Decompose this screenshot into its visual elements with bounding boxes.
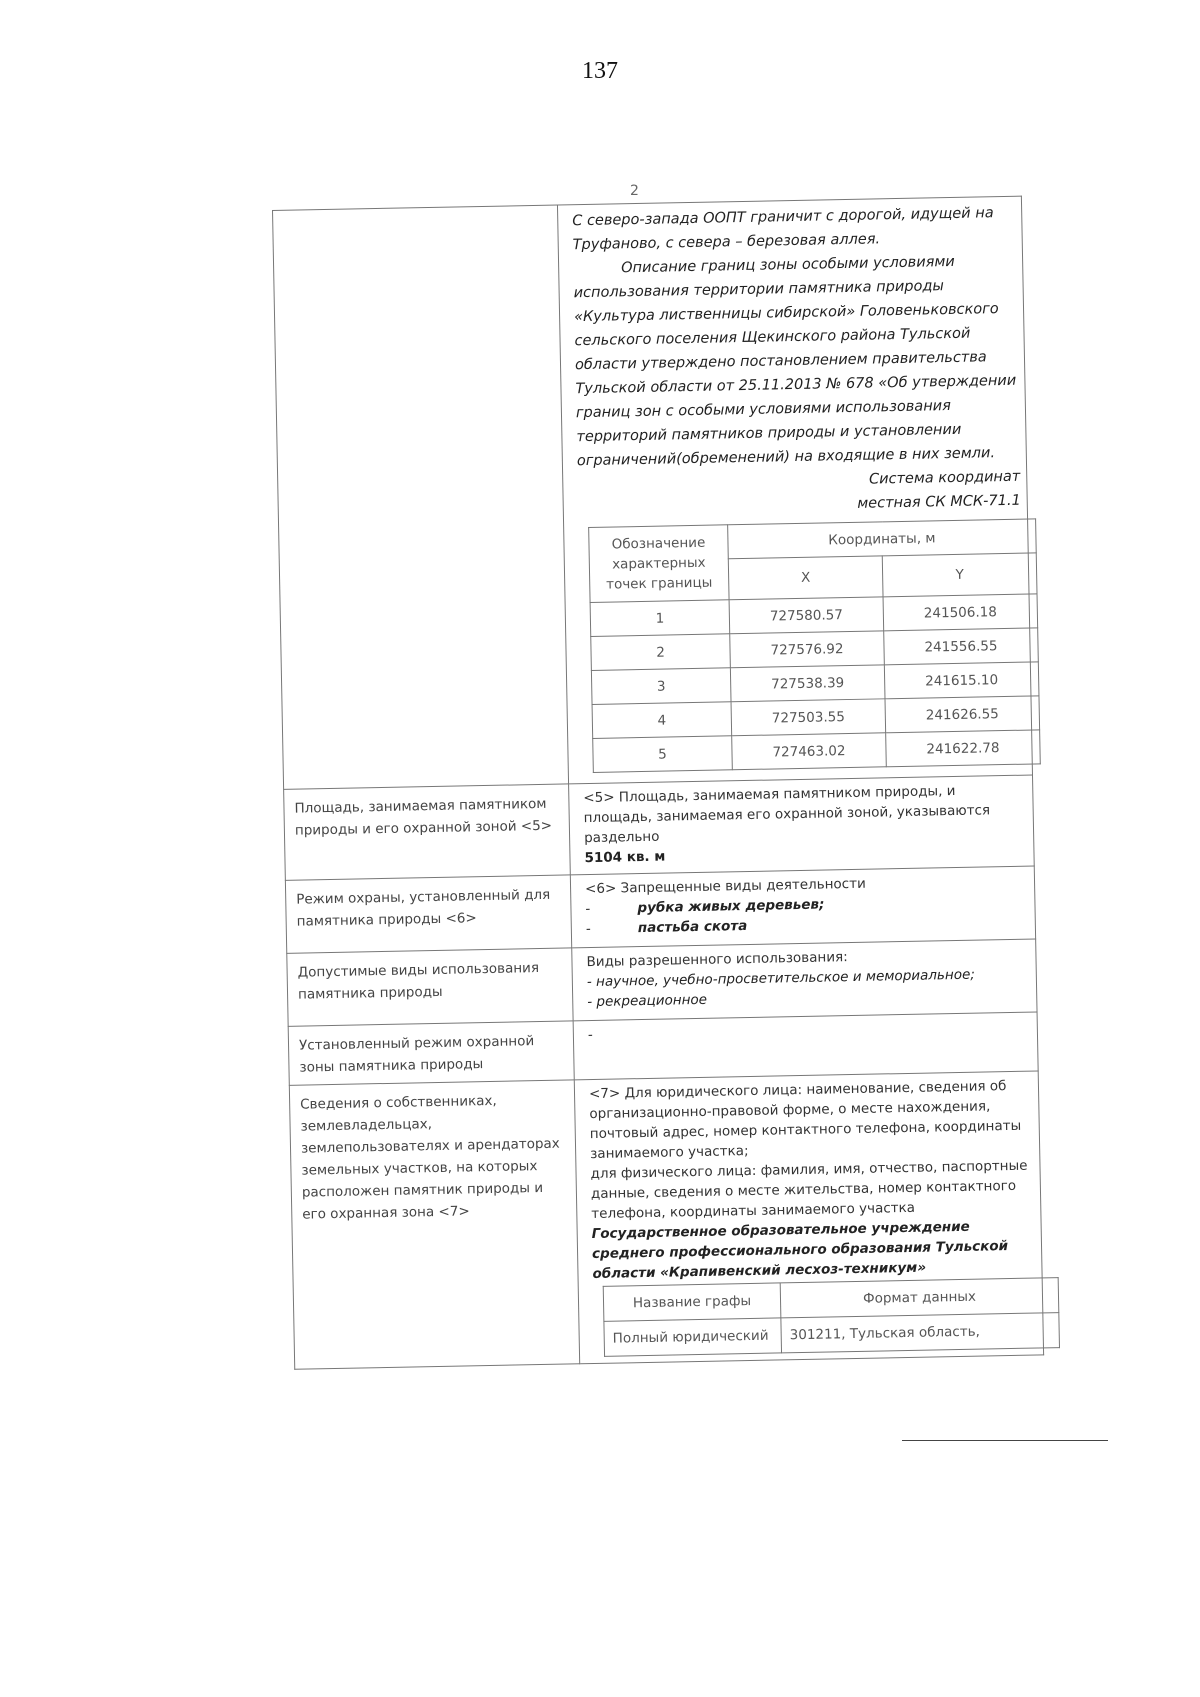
zone-description-text: Описание границ зоны особыми условиями использования территории памятника природы «Культура лиственницы сибирской» Головеньковского сельского поселения Щекинского района Тульской области утверждено постановлением правительства Тульской области от 25.11.2013 № 678 «Об утверждении границ зон с особыми условиями использования территорий памятников природы и установлении ограничений(обременений) на входящие в них земли. <box>573 253 1017 470</box>
owners-note-person: для физического лица: фамилия, имя, отчество, паспортные данные, сведения о месте жительства, номер контактного телефона, координаты занимаемого участка <box>590 1157 1028 1223</box>
point-x: 727538.39 <box>730 665 885 702</box>
borders-row <box>273 196 1033 789</box>
allowed-use-heading: Виды разрешенного использования: <box>586 949 848 971</box>
point-y: 241622.78 <box>886 730 1041 767</box>
owner-format-table <box>603 1277 1060 1357</box>
allowed-use-label: Допустимые виды использования памятника природы <box>287 948 573 1026</box>
scanned-document <box>272 196 1044 1370</box>
point-number: 4 <box>592 702 732 739</box>
col-coords-header: Координаты, м <box>728 519 1037 559</box>
coordinates-table <box>588 518 1041 773</box>
borders-content-cell <box>557 196 1032 784</box>
area-label: Площадь, занимаемая памятником природы и его охранной зоной <5> <box>284 784 571 880</box>
owners-row <box>289 1071 1043 1369</box>
col-name-header: Название графы <box>603 1283 781 1321</box>
border-neighbors-text: С северо-запада ООПТ граничит с дорогой, идущей на Труфаново, с севера – березовая аллея. <box>572 205 994 254</box>
owners-note-legal: <7> Для юридического лица: наименование, сведения об организационно-правовой форме, о месте нахождения, почтовый адрес, номер контактного телефона, координаты занимаемого участка; <box>588 1078 1022 1163</box>
footnote-separator <box>902 1440 1108 1441</box>
protection-heading: <6> Запрещенные виды деятельности <box>584 875 866 898</box>
point-y: 241556.55 <box>884 628 1039 665</box>
prohibited-item: рубка живых деревьев; <box>637 896 825 917</box>
table-row <box>604 1313 1060 1357</box>
point-number: 5 <box>593 736 733 773</box>
area-row <box>284 775 1035 880</box>
area-note: <5> Площадь, занимаемая памятником природы, и площадь, занимаемая его охранной зоной, указываются раздельно <box>583 782 991 847</box>
point-y: 241506.18 <box>883 594 1038 631</box>
table-row <box>593 730 1041 773</box>
passport-table <box>272 196 1044 1370</box>
inner-page-number: 2 <box>630 183 639 199</box>
point-x: 727463.02 <box>732 733 887 770</box>
allowed-use-content-cell <box>572 939 1037 1021</box>
col-point-header: Обозначение характерных точек границы <box>589 525 729 603</box>
col-x-header: X <box>728 556 883 600</box>
allowed-use-line: - рекреационное <box>587 991 708 1011</box>
owner-org-name: Государственное образовательное учреждение среднего профессионального образования Тульской области «Крапивенский лесхоз-техникум» <box>591 1218 1009 1283</box>
point-number: 1 <box>590 600 730 637</box>
zone-mode-value: - <box>573 1012 1038 1080</box>
owners-content-cell <box>574 1071 1043 1364</box>
zone-mode-label: Установленный режим охранной зоны памятника природы <box>288 1021 574 1085</box>
owners-label: Сведения о собственниках, землевладельцах, землепользователях и арендаторах земельных участков, на которых расположен памятник природы и его охранная зона <7> <box>289 1080 579 1369</box>
point-x: 727576.92 <box>730 631 885 668</box>
row-name: Полный юридический <box>604 1318 782 1356</box>
point-number: 3 <box>591 668 731 705</box>
list-item: - рубка живых деревьев; <box>585 896 825 918</box>
col-y-header: Y <box>882 553 1037 597</box>
allowed-use-line: - научное, учебно-просветительское и мемориальное; <box>586 966 976 991</box>
point-x: 727580.57 <box>729 597 884 634</box>
area-value: 5104 кв. м <box>584 848 666 867</box>
col-format-header: Формат данных <box>780 1278 1059 1318</box>
protection-content-cell <box>570 866 1035 948</box>
protection-label: Режим охраны, установленный для памятника природы <6> <box>285 875 571 953</box>
coord-system-line1: Система координат <box>868 468 1021 488</box>
prohibited-item: пастьба скота <box>637 918 748 937</box>
area-content-cell <box>569 775 1035 875</box>
page-number: 137 <box>582 58 618 84</box>
row-value: 301211, Тульская область, <box>781 1313 1060 1353</box>
point-number: 2 <box>591 634 731 671</box>
coord-system-line2: местная СК МСК-71.1 <box>857 492 1021 512</box>
list-item: - пастьба скота <box>585 918 748 938</box>
point-x: 727503.55 <box>731 699 886 736</box>
borders-label-cell <box>273 205 569 789</box>
point-y: 241615.10 <box>884 662 1039 699</box>
point-y: 241626.55 <box>885 696 1040 733</box>
